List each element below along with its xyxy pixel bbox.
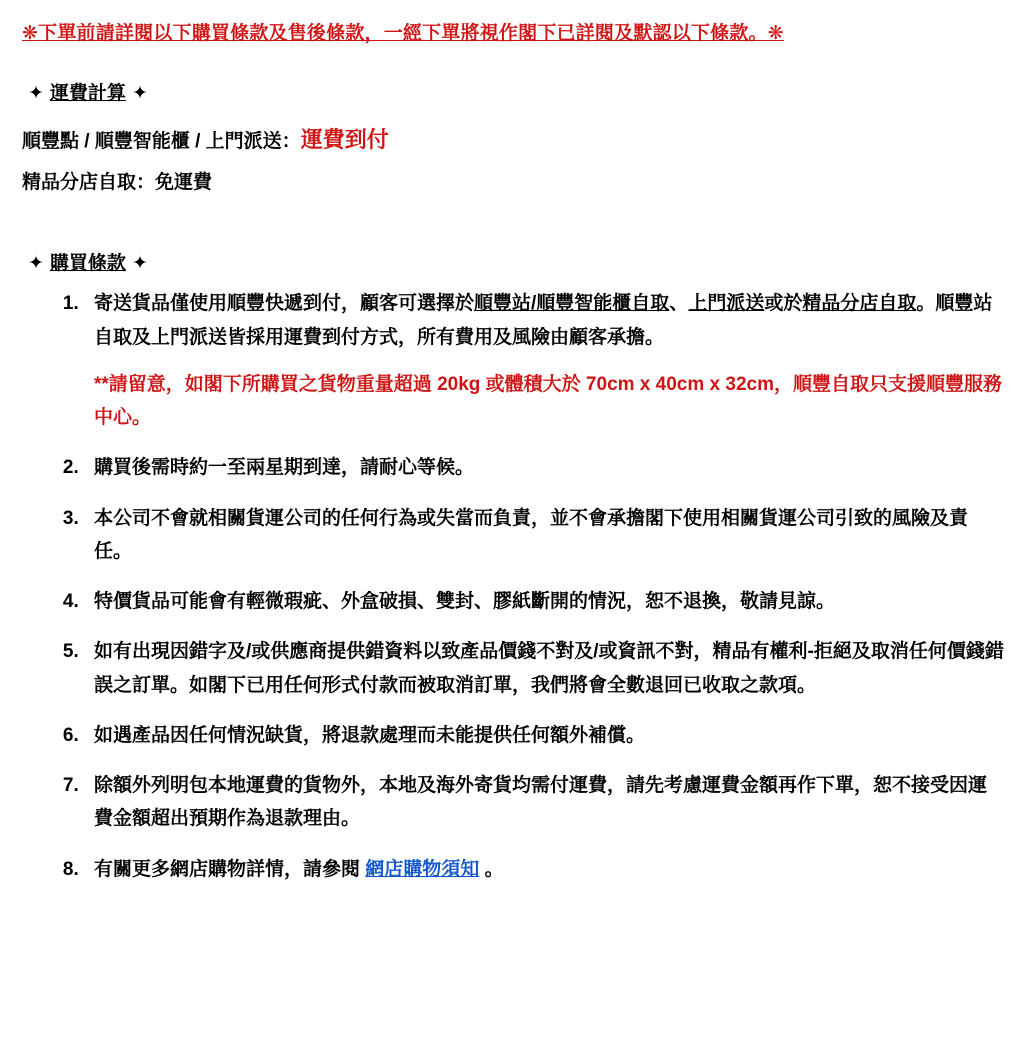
shipping-option-pickup-row: 精品分店自取：免運費 xyxy=(22,172,213,194)
shopping-guide-link[interactable]: 網店購物須知 xyxy=(365,858,480,880)
purchase-terms-section xyxy=(22,249,1004,886)
purchase-terms-heading-label: 購買條款 xyxy=(49,252,126,274)
shipping-fee-heading-label: 運費計算 xyxy=(49,82,126,104)
shipping-fee-heading xyxy=(22,79,1004,109)
diamond-icon-right: ✦ xyxy=(131,252,148,274)
term-5-text: 如有出現因錯字及/或供應商提供錯資料以致產品價錢不對及/或資訊不對，精品有權利-拒絕及取消任何價錢錯誤之訂單。如閣下已用任何形式付款而被取消訂單，我們將會全數退回已收取之款項。 xyxy=(94,641,1004,696)
list-item xyxy=(84,287,1004,434)
list-item xyxy=(84,769,1004,836)
diamond-icon-left: ✦ xyxy=(28,82,44,104)
diamond-icon-left: ✦ xyxy=(28,252,44,274)
term-1-tail: 。順豐站自取及上門派送皆採用運費到付方式，所有費用及風險由顧客承擔。 xyxy=(94,293,993,348)
term-1-underline-3: 精品分店自取 xyxy=(802,293,917,315)
list-item xyxy=(84,451,1004,484)
list-item xyxy=(84,585,1004,618)
term-2-text: 購買後需時約一至兩星期到達，請耐心等候。 xyxy=(94,457,475,479)
list-item xyxy=(84,853,1004,886)
diamond-icon-right: ✦ xyxy=(131,82,148,104)
shipping-option-paid-value: 運費到付 xyxy=(300,126,389,152)
list-item xyxy=(84,502,1004,569)
term-8-suffix: 。 xyxy=(484,858,504,880)
term-1-red-note: **請留意，如閣下所購買之貨物重量超過 20kg 或體積大於 70cm x 40cm x 32cm，順豐自取只支援順豐服務中心。 xyxy=(94,373,1002,429)
terms-list xyxy=(22,287,1004,886)
term-4-text: 特價貨品可能會有輕微瑕疵、外盒破損、雙封、膠紙斷開的情況，恕不退換，敬請見諒。 xyxy=(94,591,836,613)
list-item xyxy=(84,719,1004,752)
term-1-underline-1: 順豐站/順豐智能櫃自取 xyxy=(474,293,670,315)
term-1-lead: 寄送貨品僅使用順豐快遞到付，顧客可選擇於 xyxy=(94,293,475,315)
shipping-option-paid-label: 順豐點 / 順豐智能櫃 / 上門派送： xyxy=(22,130,301,152)
top-notice-banner: ❋下單前請詳閱以下購買條款及售後條款，一經下單將視作閣下已詳閱及默認以下條款。❋ xyxy=(22,23,784,44)
shipping-option-paid-row xyxy=(22,117,1004,163)
term-6-text: 如遇產品因任何情況缺貨，將退款處理而未能提供任何額外補償。 xyxy=(94,724,646,746)
shipping-fee-section xyxy=(22,79,1004,203)
term-1-underline-2: 上門派送 xyxy=(688,293,765,315)
purchase-terms-heading xyxy=(22,249,1004,279)
term-8-prefix: 有關更多網店購物詳情，請參閱 xyxy=(94,858,361,880)
term-7-text: 除額外列明包本地運費的貨物外，本地及海外寄貨均需付運費，請先考慮運費金額再作下單，恕不接受因運費金額超出預期作為退款理由。 xyxy=(94,775,988,830)
list-item xyxy=(84,635,1004,702)
term-1-mid-1: 、 xyxy=(669,293,689,315)
term-1-mid-2: 或於 xyxy=(764,293,803,315)
term-3-text: 本公司不會就相關貨運公司的任何行為或失當而負責，並不會承擔閣下使用相關貨運公司引致的風險及責任。 xyxy=(94,507,969,562)
